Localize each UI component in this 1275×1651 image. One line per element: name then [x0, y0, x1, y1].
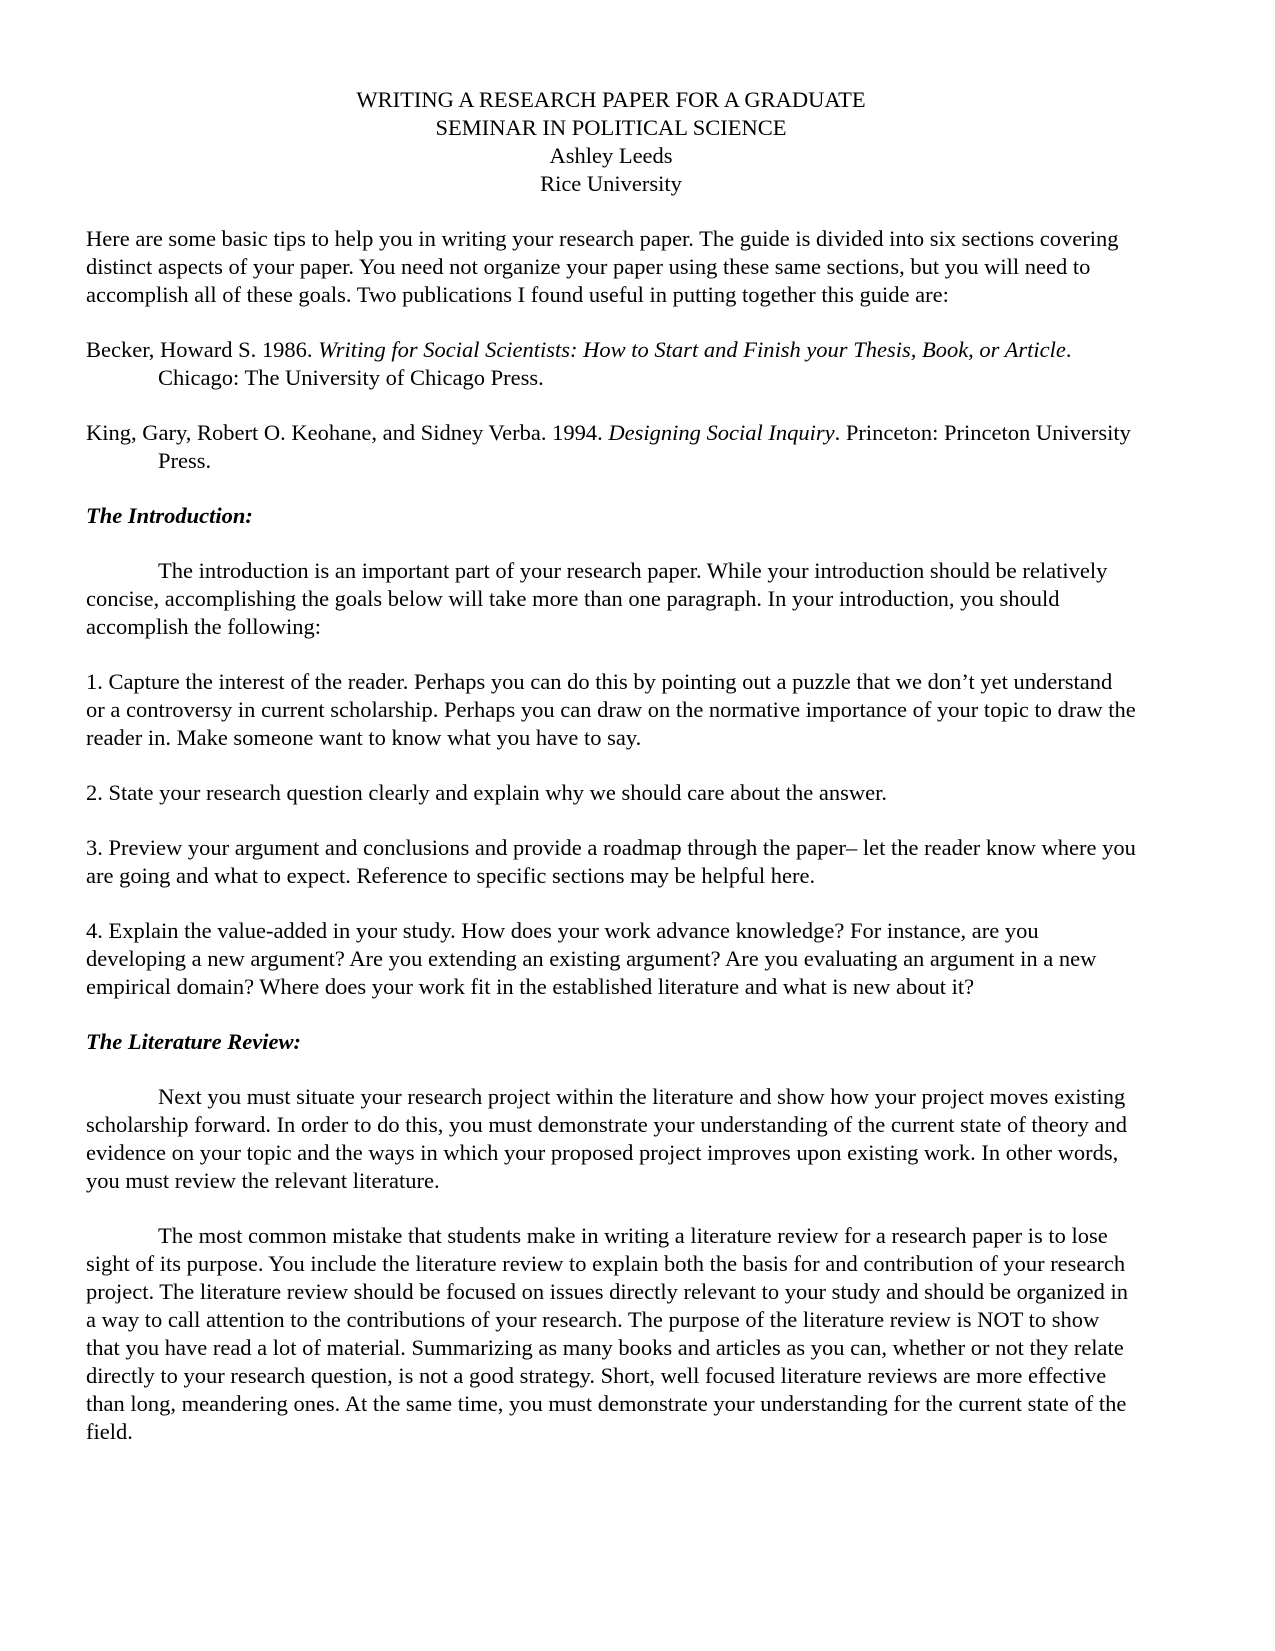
reference-entry — [86, 336, 1136, 392]
reference-entry — [86, 419, 1136, 475]
author-name: Ashley Leeds — [549, 143, 673, 168]
reference-title: Writing for Social Scientists: How to Start and Finish your Thesis, Book, or Article — [318, 337, 1066, 362]
author-affiliation: Rice University — [540, 171, 682, 196]
introduction-list-item: 1. Capture the interest of the reader. Perhaps you can do this by pointing out a puzzle that we don’t yet understand or a controversy in current scholarship. Perhaps you can draw on the normative importance of your topic to draw the reader in. Make someone want to know what you have to say. — [86, 669, 1136, 750]
literature-review-paragraph: Next you must situate your research project within the literature and show how your project moves existing scholarship forward. In order to do this, you must demonstrate your understanding of the current state of theory and evidence on your topic and the ways in which your proposed project improves upon existing work. In other words, you must review the relevant literature. — [86, 1084, 1127, 1193]
introduction-list-item: 3. Preview your argument and conclusions and provide a roadmap through the paper– let the reader know where you are going and what to expect. Reference to specific sections may be helpful here. — [86, 835, 1136, 888]
reference-lead: Becker, Howard S. 1986. — [86, 337, 319, 362]
title-block — [86, 86, 1136, 198]
reference-tail: . Chicago: The University of Chicago Press. — [158, 337, 1072, 390]
reference-lead: King, Gary, Robert O. Keohane, and Sidney Verba. 1994. — [86, 420, 609, 445]
title-line-1: WRITING A RESEARCH PAPER FOR A GRADUATE — [356, 87, 866, 112]
introduction-list-item: 4. Explain the value-added in your study. How does your work advance knowledge? For instance, are you developing a new argument? Are you extending an existing argument? Are you evaluating an argument in a new empirical domain? Where does your work fit in the established literature and what is new about it? — [86, 918, 1097, 999]
title-line-2: SEMINAR IN POLITICAL SCIENCE — [435, 115, 787, 140]
introduction-paragraph: The introduction is an important part of your research paper. While your introduction should be relatively concise, accomplishing the goals below will take more than one paragraph. In your introduction, you should accomplish the following: — [86, 558, 1108, 639]
literature-review-paragraph: The most common mistake that students make in writing a literature review for a research paper is to lose sight of its purpose. You include the literature review to explain both the basis for and contribution of your research project. The literature review should be focused on issues directly relevant to your study and should be organized in a way to call attention to the contributions of your research. The purpose of the literature review is NOT to show that you have read a lot of material. Summarizing as many books and articles as you can, whether or not they relate directly to your research question, is not a good strategy. Short, well focused literature reviews are more effective than long, meandering ones. At the same time, you must demonstrate your understanding for the current state of the field. — [86, 1223, 1129, 1444]
introduction-list-item: 2. State your research question clearly and explain why we should care about the answer. — [86, 780, 887, 805]
section-heading-literature-review: The Literature Review: — [86, 1029, 301, 1054]
section-heading-introduction: The Introduction: — [86, 503, 253, 528]
document-page — [86, 84, 1136, 1473]
reference-title: Designing Social Inquiry — [608, 420, 835, 445]
reference-tail: . Princeton: Princeton University Press. — [158, 420, 1131, 473]
intro-paragraph: Here are some basic tips to help you in writing your research paper. The guide is divided into six sections covering distinct aspects of your paper. You need not organize your paper using these same sections, but you will need to accomplish all of these goals. Two publications I found useful in putting together this guide are: — [86, 226, 1119, 307]
